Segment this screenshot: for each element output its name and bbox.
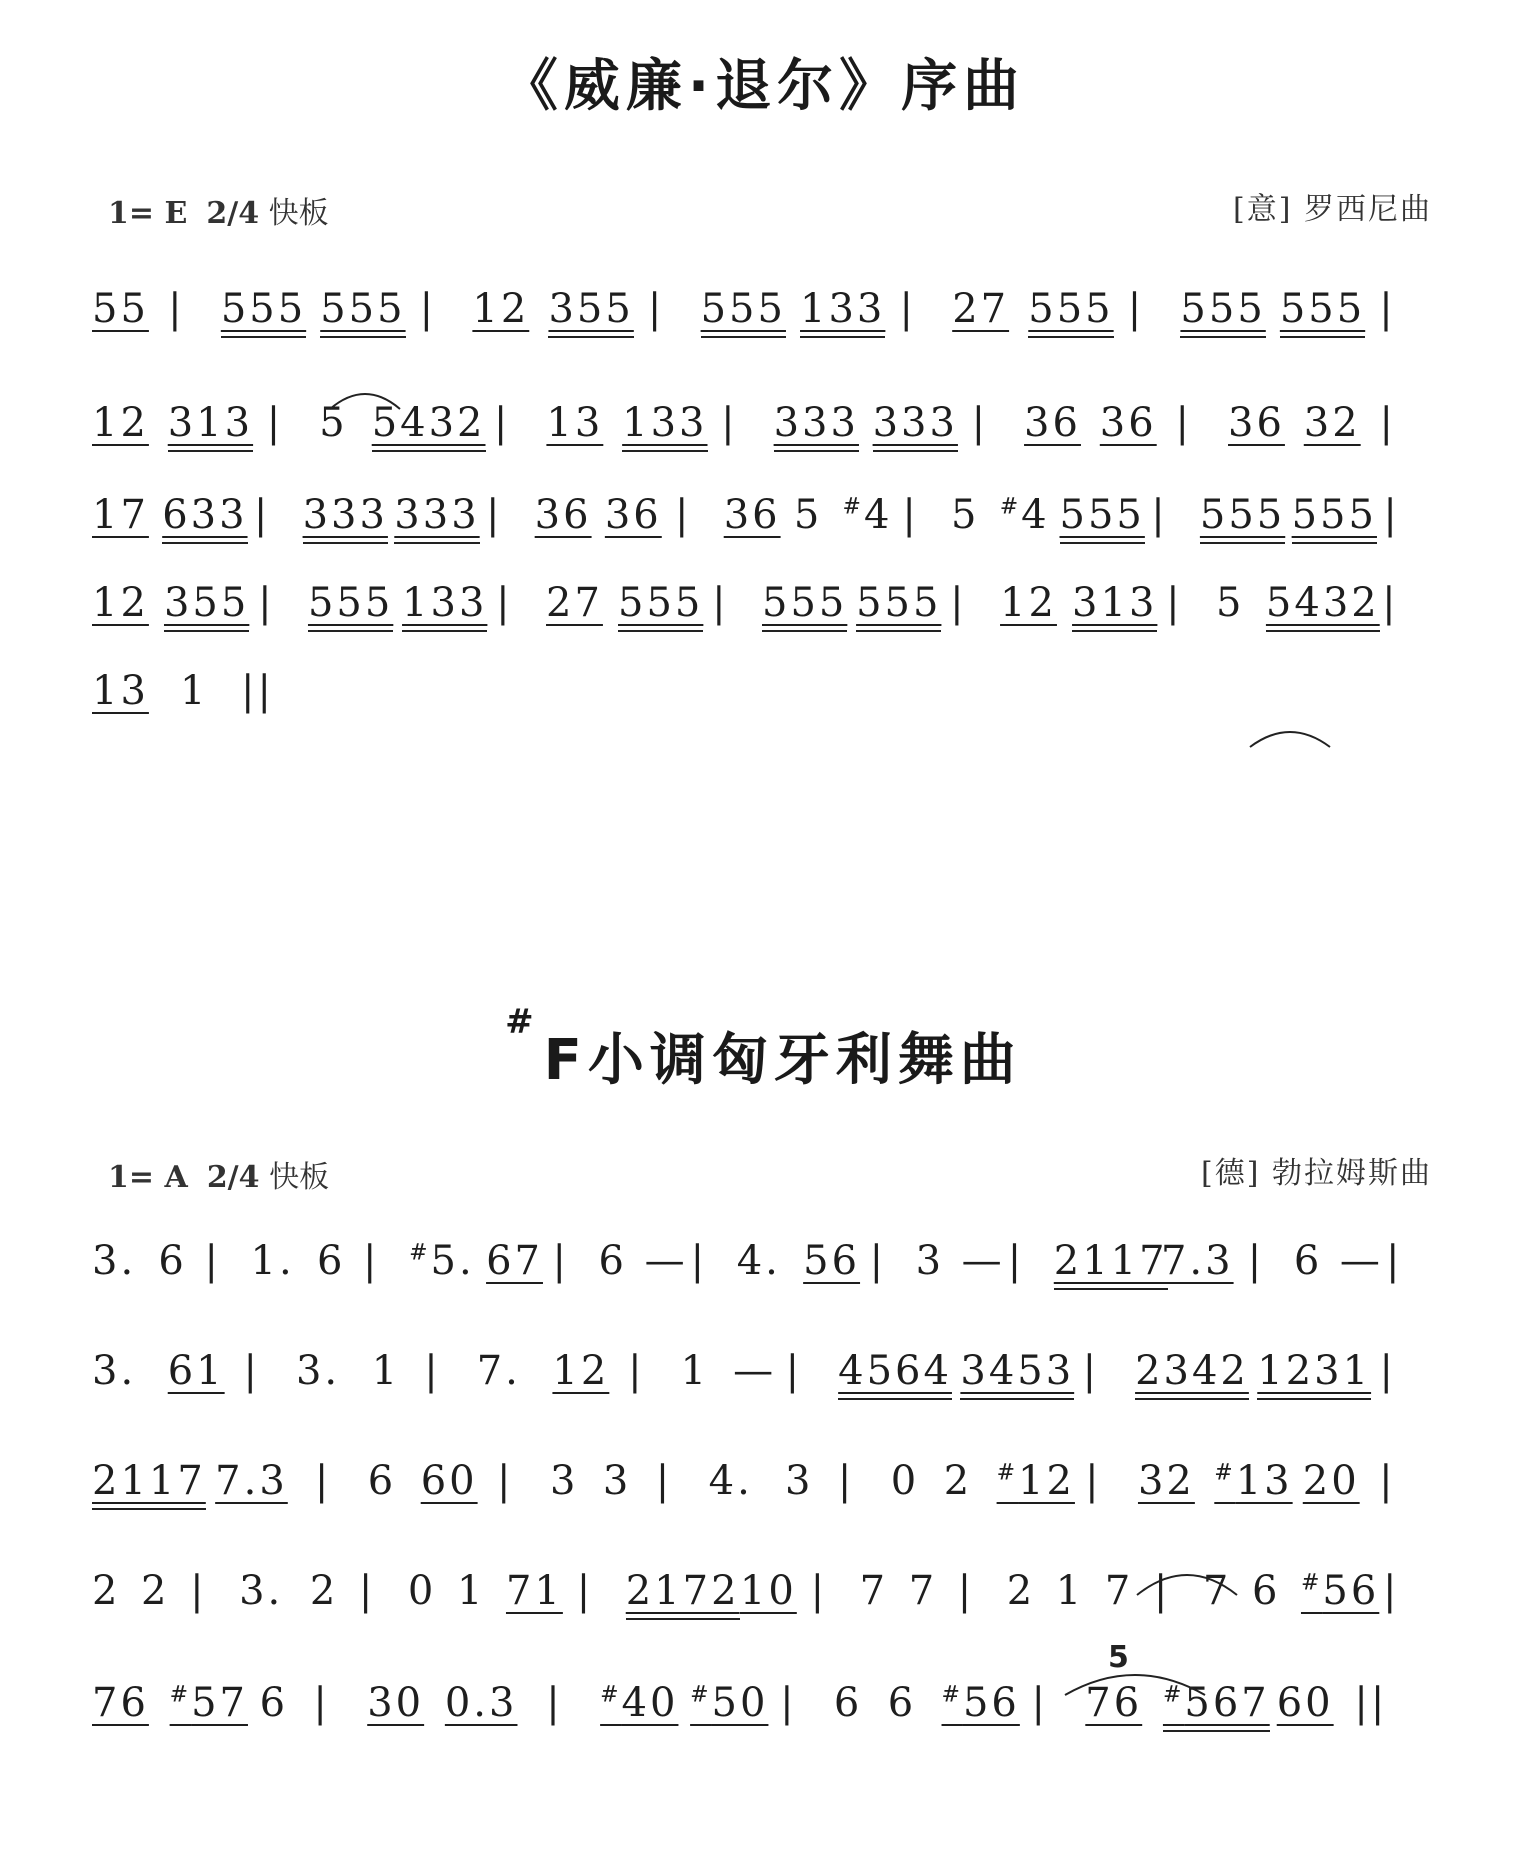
barline: | <box>419 286 437 332</box>
note-group: 2172 <box>626 1568 740 1620</box>
note-group: 3. <box>295 1348 341 1394</box>
note-group: 555 <box>221 286 306 338</box>
note-group: 2 <box>309 1568 339 1614</box>
note-group: 555 <box>1292 492 1377 544</box>
note-group: 133 <box>800 286 885 338</box>
note-group: 60 <box>1276 1680 1334 1726</box>
note-group: 20 <box>1302 1458 1360 1504</box>
note-group: 6 <box>833 1680 863 1726</box>
barline: | <box>313 1680 330 1726</box>
slur-piece2-line4 <box>1132 1560 1242 1600</box>
barline: | <box>1379 400 1396 446</box>
note-group: 7 <box>1202 1568 1232 1614</box>
sharp-sign: # <box>842 494 864 520</box>
sharp-sign: # <box>1162 1682 1185 1708</box>
note-group: 13 <box>546 400 604 446</box>
note-group: 32 <box>1303 400 1361 446</box>
note-group: 555 <box>1180 286 1265 338</box>
note-group: 0 <box>407 1568 437 1614</box>
note-group: 36 <box>1024 400 1081 446</box>
note-group: 5 <box>793 492 823 538</box>
piece2-tempo: 快板 <box>269 1160 330 1195</box>
barline: | <box>190 1568 207 1614</box>
note-group: #57 <box>169 1680 248 1726</box>
piece1-meter: 2/4 <box>206 196 260 231</box>
barline: | <box>496 580 513 626</box>
note-group: 2117 <box>92 1458 206 1510</box>
note-group: 1 <box>1055 1568 1085 1614</box>
barline: | <box>243 1348 260 1394</box>
piece2-line-2 <box>92 1348 1442 1408</box>
note-group: 555 <box>856 580 941 632</box>
note-group: — <box>1339 1238 1383 1284</box>
barline: | <box>1383 492 1400 538</box>
barline: | <box>204 1238 221 1284</box>
piece1-line-3 <box>92 492 1442 552</box>
note-group: 13 <box>92 668 149 714</box>
sharp-sign: # <box>409 1240 431 1266</box>
note-group: 2342 <box>1135 1348 1249 1400</box>
barline: | <box>971 400 989 446</box>
barline: | <box>358 1568 376 1614</box>
barline: | <box>258 580 275 626</box>
barline: | <box>837 1458 855 1504</box>
barline: | <box>1153 1568 1171 1614</box>
piece2-composer: [德] 勃拉姆斯曲 <box>1201 1156 1432 1191</box>
note-group: #4 <box>999 492 1050 538</box>
note-group: #13 <box>1214 1458 1293 1504</box>
note-group: 3 <box>549 1458 579 1504</box>
note-group: 555 <box>1028 286 1113 338</box>
sharp-sign: # <box>999 494 1022 520</box>
barline: | <box>1082 1348 1100 1394</box>
barline: | <box>1382 580 1399 626</box>
note-group: 1 <box>680 1348 710 1394</box>
note-group: 27 <box>546 580 603 626</box>
note-group: 1 <box>456 1568 486 1614</box>
note-group: 12 <box>92 580 149 626</box>
piece1-line-2 <box>92 400 1442 460</box>
note-group: 7 <box>908 1568 938 1614</box>
sharp-sign: # <box>941 1682 963 1708</box>
piece1-key: 1= E <box>108 196 188 231</box>
piece2-title-text: F小调匈牙利舞曲 <box>543 1028 1022 1093</box>
note-group: 71 <box>505 1568 563 1614</box>
piece2-title <box>0 1002 1527 1096</box>
barline: | <box>552 1238 569 1284</box>
note-group: 333 <box>774 400 859 452</box>
note-group: 7.3 <box>215 1458 288 1504</box>
note-group: #5. <box>409 1238 475 1284</box>
note-group: 333 <box>303 492 388 544</box>
note-group: 5 <box>319 400 348 446</box>
barline: | <box>810 1568 828 1614</box>
note-group: 555 <box>1060 492 1145 544</box>
piece2-line-3 <box>92 1458 1442 1518</box>
note-group: 355 <box>548 286 633 338</box>
barline: || <box>1354 1680 1388 1726</box>
note-group: 61 <box>167 1348 225 1394</box>
note-group: 3 <box>602 1458 632 1504</box>
note-group: 555 <box>1200 492 1285 544</box>
note-group: 55 <box>92 286 149 332</box>
note-group: 36 <box>1228 400 1285 446</box>
barline: | <box>899 286 916 332</box>
barline: | <box>628 1348 645 1394</box>
note-group: 2 <box>943 1458 973 1504</box>
note-group: 1231 <box>1257 1348 1371 1400</box>
tuplet-number: 5 <box>1108 1640 1129 1675</box>
note-group: 12 <box>1000 580 1057 626</box>
tuplet-slur <box>1060 1660 1210 1700</box>
note-group: 555 <box>701 286 786 338</box>
note-group: #567 <box>1163 1680 1270 1732</box>
piece2-line-5 <box>92 1680 1442 1740</box>
note-group: #50 <box>690 1680 769 1726</box>
note-group: 133 <box>622 400 707 452</box>
note-group: 5432 <box>372 400 486 452</box>
note-group: — <box>644 1238 688 1284</box>
barline: | <box>1247 1238 1265 1284</box>
note-group: #12 <box>996 1458 1075 1504</box>
note-group: 555 <box>762 580 847 632</box>
piece1-line-1 <box>92 286 1442 346</box>
note-group: 4. <box>708 1458 753 1504</box>
barline: || <box>241 668 274 714</box>
slur-piece1-line2 <box>325 384 405 414</box>
note-group: 4. <box>736 1238 781 1284</box>
note-group: 555 <box>308 580 393 632</box>
barline: | <box>1382 1568 1400 1614</box>
piece2-key: 1= A <box>108 1160 188 1195</box>
note-group: 3. <box>92 1238 137 1284</box>
note-group: 7.3 <box>1160 1238 1234 1284</box>
barline: | <box>712 580 729 626</box>
sharp-sign: # <box>996 1460 1019 1486</box>
piece2-line-1 <box>92 1238 1442 1298</box>
note-group: #4 <box>842 492 893 538</box>
barline: | <box>1385 1238 1403 1284</box>
barline: | <box>1151 492 1168 538</box>
note-group: 27 <box>952 286 1010 332</box>
note-group: 333 <box>873 400 958 452</box>
note-group: 56 <box>803 1238 861 1284</box>
note-group: 6 <box>158 1238 187 1284</box>
title-sharp-sign: # <box>505 1002 540 1042</box>
note-group: 76 <box>92 1680 149 1726</box>
barline: | <box>1166 580 1183 626</box>
note-group: 0 <box>890 1458 920 1504</box>
note-group: 36 <box>604 492 662 538</box>
slur-piece1-line4 <box>1245 722 1335 752</box>
barline: | <box>576 1568 594 1614</box>
barline: | <box>1085 1458 1102 1504</box>
piece2-meter: 2/4 <box>206 1160 260 1195</box>
barline: | <box>1175 400 1193 446</box>
note-group: 6 <box>1293 1238 1323 1284</box>
barline: | <box>253 492 271 538</box>
sharp-sign: # <box>1214 1460 1236 1486</box>
barline: | <box>902 492 919 538</box>
piece1-line-5 <box>92 668 1442 728</box>
note-group: 1. <box>250 1238 295 1284</box>
note-group: 17 <box>92 492 149 538</box>
barline: | <box>785 1348 803 1394</box>
note-group: 1 <box>371 1348 401 1394</box>
note-group: 7 <box>1104 1568 1134 1614</box>
note-group: 633 <box>162 492 247 544</box>
note-group: 76 <box>1085 1680 1143 1726</box>
note-group: 6 <box>367 1458 397 1504</box>
note-group: 6 <box>259 1680 289 1726</box>
note-group: 36 <box>534 492 592 538</box>
piece2-key-signature <box>108 1152 329 1196</box>
barline: | <box>363 1238 380 1284</box>
note-group: 67 <box>486 1238 543 1284</box>
barline: | <box>493 400 511 446</box>
note-group: 6 <box>1251 1568 1281 1614</box>
note-group: 6 <box>887 1680 917 1726</box>
barline: | <box>266 400 284 446</box>
note-group: 355 <box>164 580 249 632</box>
note-group: 555 <box>618 580 703 632</box>
note-group: 3 <box>784 1458 814 1504</box>
piece1-composer: [意] 罗西尼曲 <box>1233 192 1432 227</box>
note-group: 3 <box>915 1238 945 1284</box>
barline: | <box>1379 286 1396 332</box>
note-group: #56 <box>941 1680 1020 1726</box>
barline: | <box>1379 1458 1396 1504</box>
barline: | <box>675 492 692 538</box>
note-group: 12 <box>472 286 530 332</box>
note-group: 2117 <box>1054 1238 1168 1290</box>
barline: | <box>314 1458 332 1504</box>
barline: | <box>486 492 503 538</box>
note-group: 313 <box>168 400 253 452</box>
note-group: 555 <box>1280 286 1365 338</box>
barline: | <box>1379 1348 1396 1394</box>
note-group: #40 <box>600 1680 679 1726</box>
barline: | <box>497 1458 514 1504</box>
note-group: 30 <box>367 1680 425 1726</box>
sharp-sign: # <box>600 1682 622 1708</box>
note-group: 5432 <box>1266 580 1380 632</box>
barline: | <box>957 1568 975 1614</box>
barline: | <box>546 1680 563 1726</box>
note-group: 32 <box>1137 1458 1195 1504</box>
note-group: 36 <box>723 492 781 538</box>
note-group: #56 <box>1300 1568 1380 1614</box>
note-group: 2 <box>1006 1568 1036 1614</box>
note-group: 2 <box>141 1568 170 1614</box>
note-group: 10 <box>739 1568 797 1614</box>
barline: | <box>869 1238 887 1284</box>
note-group: 555 <box>320 286 405 338</box>
note-group: 2 <box>92 1568 121 1614</box>
note-group: 1 <box>180 668 209 714</box>
piece1-key-signature <box>108 188 329 232</box>
barline: | <box>950 580 967 626</box>
note-group: — <box>961 1238 1005 1284</box>
barline: | <box>780 1680 797 1726</box>
piece1-title: 《威廉·退尔》序曲 <box>501 54 1026 119</box>
note-group: 4564 <box>838 1348 952 1400</box>
piece1-tempo: 快板 <box>268 196 329 231</box>
note-group: — <box>733 1348 777 1394</box>
barline: | <box>1031 1680 1048 1726</box>
note-group: 6 <box>598 1238 627 1284</box>
note-group: 0.3 <box>444 1680 518 1726</box>
note-group: 60 <box>420 1458 478 1504</box>
barline: | <box>1007 1238 1025 1284</box>
piece1-line-4 <box>92 580 1442 640</box>
sharp-sign: # <box>169 1682 192 1708</box>
note-group: 3453 <box>960 1348 1074 1400</box>
note-group: 36 <box>1099 400 1157 446</box>
note-group: 3. <box>239 1568 284 1614</box>
note-group: 12 <box>92 400 149 446</box>
note-group: 7. <box>476 1348 521 1394</box>
barline: | <box>424 1348 441 1394</box>
barline: | <box>655 1458 673 1504</box>
sharp-sign: # <box>690 1682 712 1708</box>
note-group: 333 <box>394 492 479 544</box>
note-group: 5 <box>951 492 980 538</box>
barline: | <box>168 286 185 332</box>
note-group: 12 <box>552 1348 610 1394</box>
note-group: 5 <box>1216 580 1245 626</box>
barline: | <box>690 1238 708 1284</box>
note-group: 313 <box>1072 580 1157 632</box>
barline: | <box>1127 286 1145 332</box>
note-group: 7 <box>859 1568 889 1614</box>
note-group: 3. <box>92 1348 137 1394</box>
barline: | <box>647 286 665 332</box>
note-group: 133 <box>402 580 487 632</box>
sharp-sign: # <box>1300 1570 1323 1596</box>
barline: | <box>721 400 738 446</box>
note-group: 6 <box>316 1238 346 1284</box>
